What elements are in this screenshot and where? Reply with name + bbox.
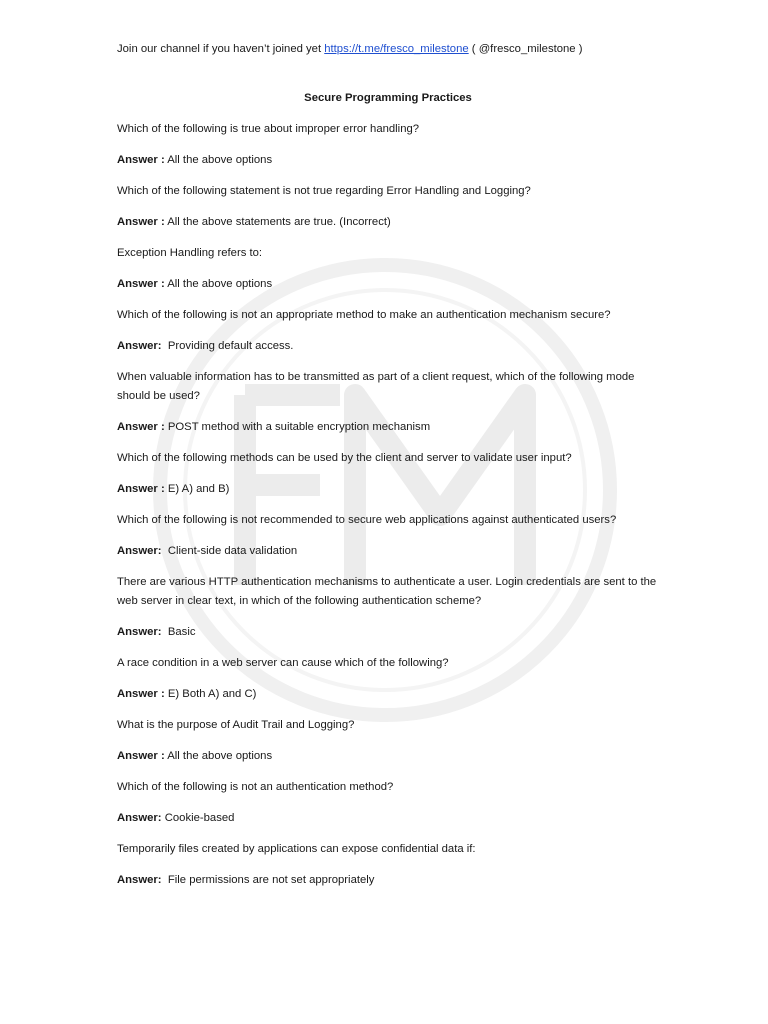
question-text: Which of the following methods can be used by the client and server to validate user input? <box>117 452 572 464</box>
answer-line <box>117 542 657 561</box>
answer-line <box>117 809 657 828</box>
answer-line <box>117 275 657 294</box>
answer-line <box>117 685 657 704</box>
answer-line <box>117 337 657 356</box>
question-text: Which of the following is true about improper error handling? <box>117 123 420 135</box>
question-text: What is the purpose of Audit Trail and Logging? <box>117 719 355 731</box>
answer-label: Answer : <box>117 216 165 228</box>
document-title: Secure Programming Practices <box>304 92 472 104</box>
document-page <box>117 40 657 890</box>
answer-line <box>117 871 657 890</box>
answer-text: Client-side data validation <box>161 545 298 557</box>
answer-label: Answer: <box>117 340 162 352</box>
answer-label: Answer : <box>117 688 165 700</box>
question-text: Which of the following is not an authentication method? <box>117 781 394 793</box>
answer-label: Answer : <box>117 483 165 495</box>
answer-line <box>117 151 657 170</box>
answer-line <box>117 480 657 499</box>
answer-label: Answer: <box>117 626 162 638</box>
question-text: Which of the following is not recommended to secure web applications against authenticated users? <box>117 514 617 526</box>
question-text: There are various HTTP authentication mechanisms to authenticate a user. Login credentials are sent to the web server in clear text, in which of the following authentication scheme? <box>117 576 657 607</box>
channel-handle-text: ( @fresco_milestone ) <box>468 43 583 55</box>
question-text: When valuable information has to be transmitted as part of a client request, which of the following mode should be used? <box>117 371 635 402</box>
channel-invite-line <box>117 40 657 59</box>
question-text: Temporarily files created by applications can expose confidential data if: <box>117 843 476 855</box>
answer-line <box>117 213 657 232</box>
answer-text: Providing default access. <box>161 340 294 352</box>
answer-text: Cookie-based <box>161 812 235 824</box>
question-text: Which of the following statement is not true regarding Error Handling and Logging? <box>117 185 531 197</box>
answer-line <box>117 747 657 766</box>
channel-invite-text: Join our channel if you haven’t joined yet <box>117 43 325 55</box>
answer-label: Answer : <box>117 278 165 290</box>
answer-text: File permissions are not set appropriately <box>161 874 375 886</box>
answer-text: All the above statements are true. (Incorrect) <box>164 216 391 228</box>
question-text: Which of the following is not an appropriate method to make an authentication mechanism secure? <box>117 309 611 321</box>
question-text: A race condition in a web server can cause which of the following? <box>117 657 449 669</box>
answer-text: All the above options <box>164 154 273 166</box>
answer-label: Answer: <box>117 812 162 824</box>
channel-link[interactable]: https://t.me/fresco_milestone <box>324 43 469 55</box>
answer-label: Answer: <box>117 545 162 557</box>
answer-line <box>117 623 657 642</box>
answer-label: Answer : <box>117 154 165 166</box>
answer-text: All the above options <box>164 750 273 762</box>
answer-text: E) A) and B) <box>164 483 230 495</box>
answer-label: Answer : <box>117 750 165 762</box>
qa-list <box>117 120 657 890</box>
answer-label: Answer: <box>117 874 162 886</box>
answer-text: E) Both A) and C) <box>164 688 257 700</box>
question-text: Exception Handling refers to: <box>117 247 263 259</box>
answer-text: All the above options <box>164 278 273 290</box>
answer-label: Answer : <box>117 421 165 433</box>
answer-text: Basic <box>161 626 196 638</box>
answer-line <box>117 418 657 437</box>
answer-text: POST method with a suitable encryption mechanism <box>164 421 431 433</box>
